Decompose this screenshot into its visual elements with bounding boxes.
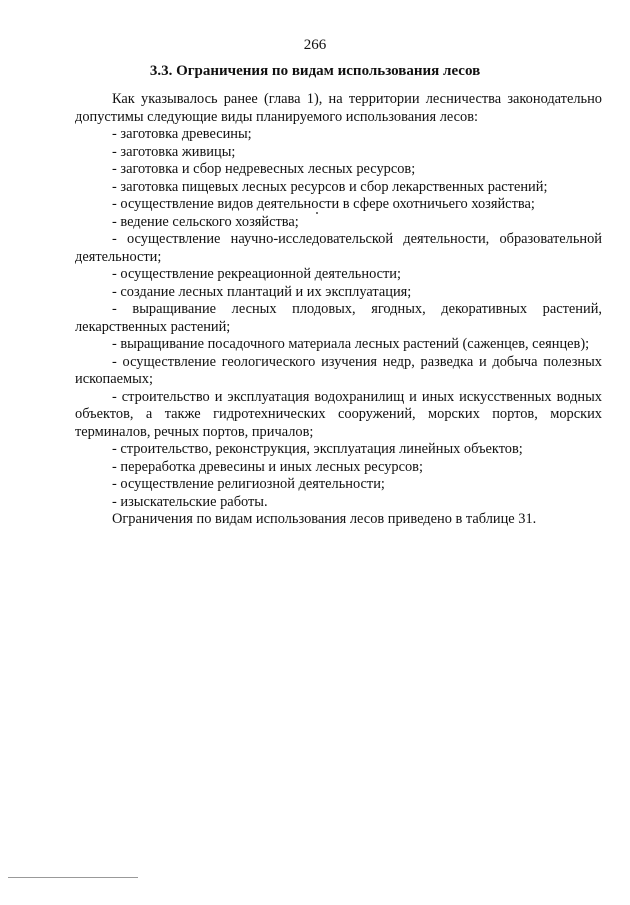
list-item: - строительство, реконструкция, эксплуатация линейных объектов; xyxy=(112,441,523,457)
section-heading: 3.3. Ограничения по видам использования лесов xyxy=(149,63,481,79)
list-item: - ведение сельского хозяйства; xyxy=(112,213,299,230)
page-number: 266 xyxy=(303,37,327,53)
list-item: - выращивание посадочного материала лесных растений (саженцев, сеянцев); xyxy=(112,336,590,352)
list-item: - заготовка живицы; xyxy=(112,143,236,160)
list-item: - осуществление религиозной деятельности; xyxy=(112,476,385,492)
list-item: - осуществление геологического изучения недр, разведка и добыча полезных ископаемых; xyxy=(75,353,602,387)
closing-paragraph: Ограничения по видам использования лесов приведено в таблице 31. xyxy=(112,511,537,527)
intro-paragraph: Как указывалось ранее (глава 1), на территории лесничества законодательно допустимы следующие виды планируемого использования лесов: xyxy=(75,91,602,125)
list-item: - строительство и эксплуатация водохранилищ и иных искусственных водных объектов, а также гидротехнических сооружений, морских портов, морских терминалов, речных портов, причалов; xyxy=(75,388,602,440)
list-item: - заготовка пищевых лесных ресурсов и сбор лекарственных растений; xyxy=(112,178,548,195)
list-item: - осуществление видов деятельности в сфере охотничьего хозяйства; xyxy=(112,196,535,212)
list-item: - заготовка и сбор недревесных лесных ресурсов; xyxy=(112,161,416,177)
list-item: - заготовка древесины; xyxy=(112,126,252,142)
list-item: - осуществление научно-исследовательской деятельности, образовательной деятельности; xyxy=(75,231,602,265)
list-item: - изыскательские работы. xyxy=(112,493,268,510)
body-text xyxy=(75,91,602,529)
list-item: - выращивание лесных плодовых, ягодных, декоративных растений, лекарственных растений; xyxy=(75,301,602,335)
list-item: - переработка древесины и иных лесных ресурсов; xyxy=(112,458,423,475)
list-item: - создание лесных плантаций и их эксплуатация; xyxy=(112,283,412,300)
footer-rule xyxy=(8,877,138,878)
list-item: - осуществление рекреационной деятельности; xyxy=(112,266,401,282)
scan-speck xyxy=(316,212,318,214)
